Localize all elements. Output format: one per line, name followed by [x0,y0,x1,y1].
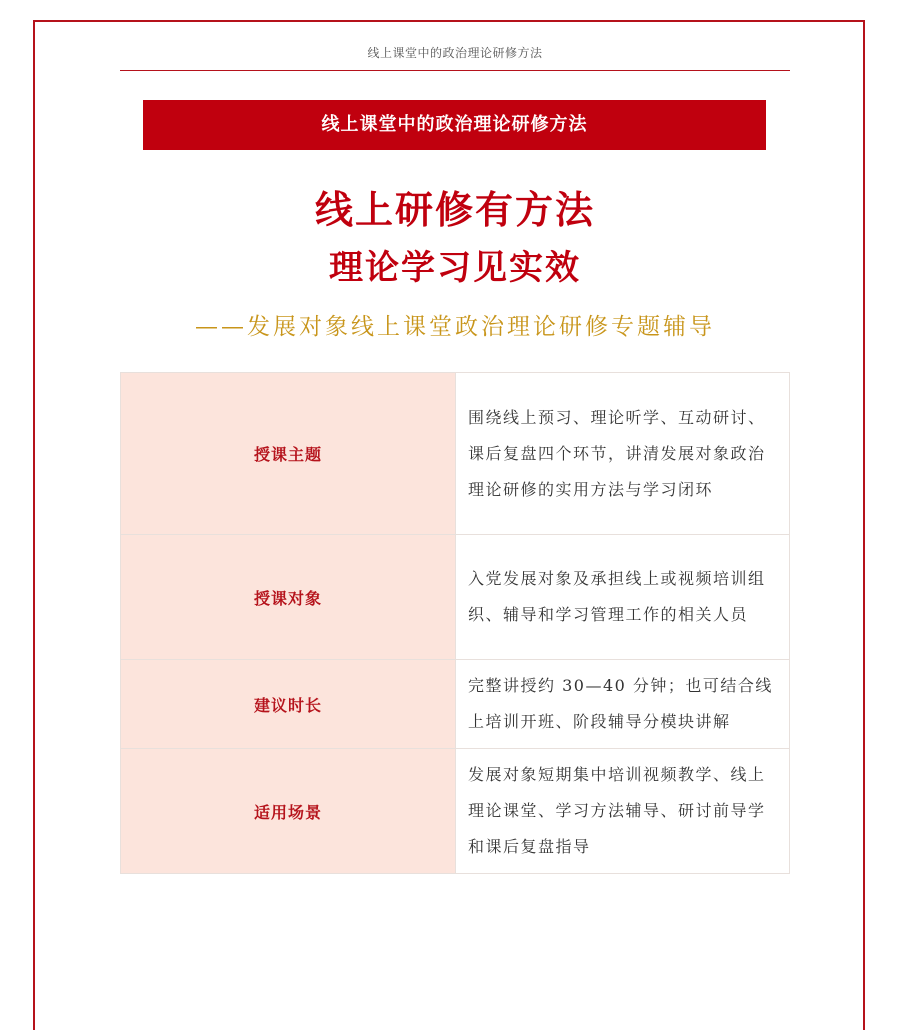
main-title-line-1: 线上研修有方法 [314,188,595,232]
table-row [121,749,790,874]
row-label-duration: 建议时长 [121,660,456,749]
row-value-scenarios: 发展对象短期集中培训视频教学、线上理论课堂、学习方法辅导、研讨前导学和课后复盘指导 [456,749,790,874]
header-divider [120,70,790,71]
row-value-audience: 入党发展对象及承担线上或视频培训组织、辅导和学习管理工作的相关人员 [456,535,790,660]
table-row [121,373,790,535]
row-label-audience: 授课对象 [121,535,456,660]
section-banner: 线上课堂中的政治理论研修方法 [143,100,766,150]
row-label-scenarios: 适用场景 [121,749,456,874]
row-value-duration: 完整讲授约 30—40 分钟；也可结合线上培训开班、阶段辅导分模块讲解 [456,660,790,749]
row-value-topic: 围绕线上预习、理论听学、互动研讨、课后复盘四个环节，讲清发展对象政治理论研修的实用方法与学习闭环 [456,373,790,535]
info-table [120,372,790,874]
running-header: 线上课堂中的政治理论研修方法 [367,46,543,60]
table-row [121,660,790,749]
table-row [121,535,790,660]
row-label-topic: 授课主题 [121,373,456,535]
subtitle: ——发展对象线上课堂政治理论研修专题辅导 [195,314,715,340]
main-title-line-2: 理论学习见实效 [329,248,581,288]
